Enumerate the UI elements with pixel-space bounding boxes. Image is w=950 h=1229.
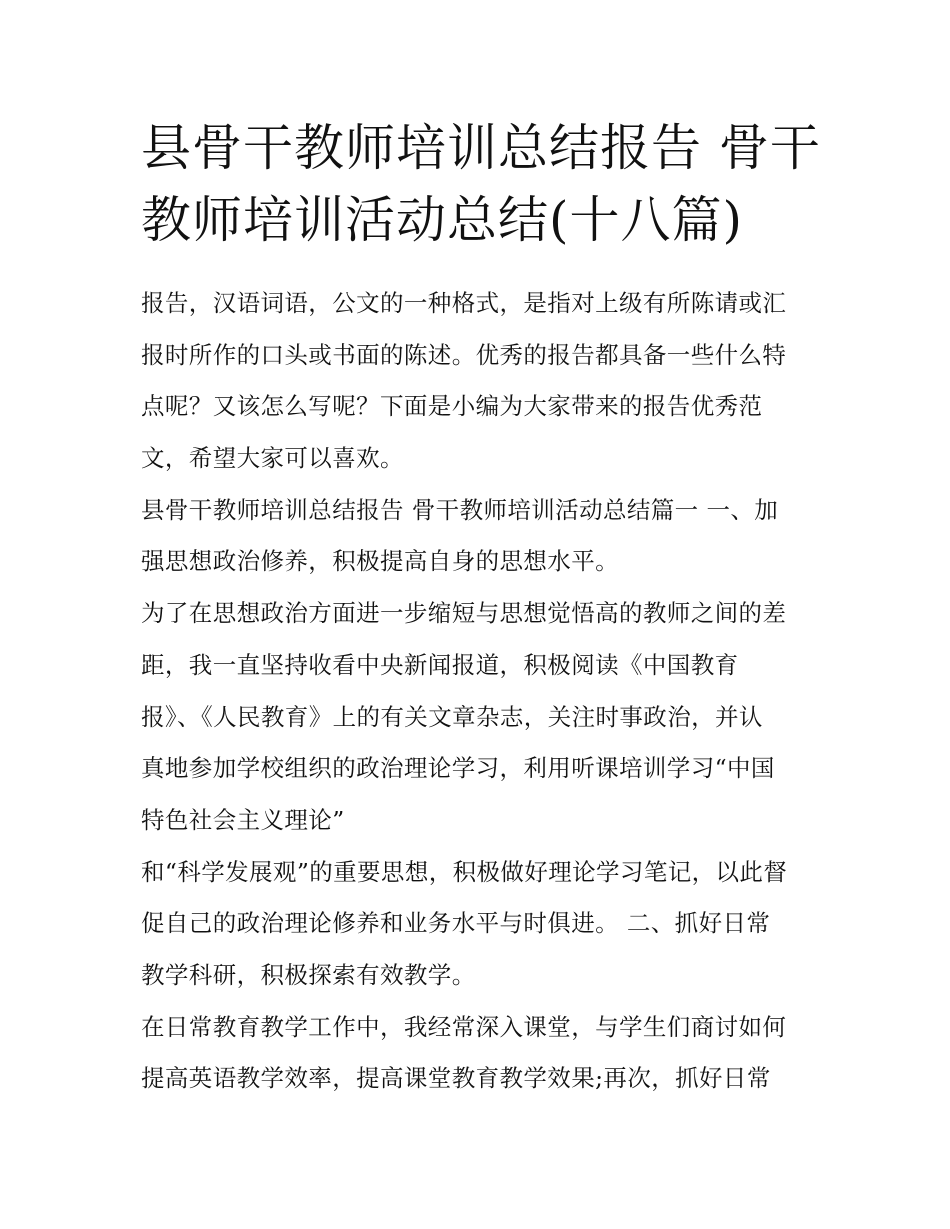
body-line: 真地参加学校组织的政治理论学习，利用听课培训学习“中国: [141, 754, 775, 783]
body-line: 报》、《人民教育》上的有关文章杂志，关注时事政治，并认: [141, 702, 763, 731]
body-line: 为了在思想政治方面进一步缩短与思想觉悟高的教师之间的差: [141, 599, 787, 628]
document-body: [141, 278, 831, 1105]
body-line: 县骨干教师培训总结报告 骨干教师培训活动总结篇一 一、加: [141, 495, 779, 524]
body-line: 报时所作的口头或书面的陈述。优秀的报告都具备一些什么特: [141, 340, 787, 369]
body-line: 和“科学发展观”的重要思想，积极做好理论学习笔记，以此督: [141, 857, 788, 886]
body-line: 距，我一直坚持收看中央新闻报道，积极阅读《中国教育: [141, 650, 739, 679]
body-line: 促自己的政治理论修养和业务水平与时俱进。 二、抓好日常: [141, 909, 771, 938]
body-line: 在日常教育教学工作中，我经常深入课堂，与学生们商讨如何: [141, 1012, 787, 1041]
body-line: 点呢？又该怎么写呢？下面是小编为大家带来的报告优秀范: [141, 392, 763, 421]
body-line: 教学科研，积极探索有效教学。: [141, 960, 476, 989]
document-title: [141, 112, 821, 256]
body-line: 提高英语教学效率，提高课堂教育教学效果;再次，抓好日常: [141, 1064, 771, 1093]
body-line: 报告，汉语词语，公文的一种格式，是指对上级有所陈请或汇: [141, 289, 787, 317]
body-line: 特色社会主义理论”: [141, 805, 345, 834]
title-line: 县骨干教师培训总结报告 骨干: [141, 119, 821, 177]
body-line: 强思想政治修养，积极提高自身的思想水平。: [141, 547, 619, 576]
title-line: 教师培训活动总结(十八篇): [141, 191, 744, 249]
body-line: 文，希望大家可以喜欢。: [141, 444, 404, 473]
